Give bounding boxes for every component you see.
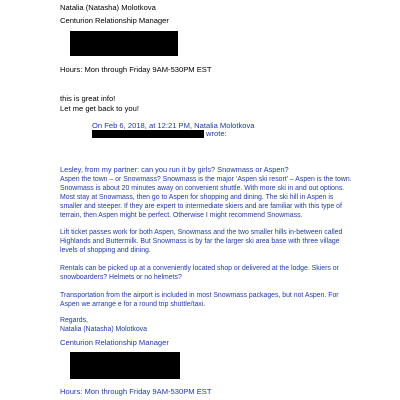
message-paragraph-2 [60, 228, 390, 255]
signature-hours: Hours: Mon through Friday 9AM-530PM EST [60, 387, 212, 396]
reply-line-2: Let me get back to you! [60, 104, 139, 113]
header-name: Natalia (Natasha) Molotkova [60, 3, 156, 12]
p1-line: smaller and steeper. If they are expert to intermediate skiers and are familiar with this type of [60, 203, 342, 211]
reply-line-1: this is great info! [60, 94, 116, 103]
p1-line: Most stay at Snowmass, then go to Aspen for shopping and dining. The ski hill in Aspen is [60, 194, 334, 202]
redacted-email [92, 130, 204, 138]
message-paragraph-1 [60, 175, 390, 220]
header-hours: Hours: Mon through Friday 9AM-530PM EST [60, 65, 212, 74]
p1-line: Aspen the town – or Snowmass? Snowmass is the major ‘Aspen ski resort’ – Aspen is the town. [60, 176, 352, 183]
p3-line: Rentals can be picked up at a conveniently located shop or delivered at the lodge. Skiers or [60, 265, 339, 272]
p4-line: Aspen we arrange e for a round trip shuttle/taxi. [60, 301, 206, 309]
message-question: Lesley, from my partner: can you run it by girls? Snowmass or Aspen? [60, 165, 289, 174]
p3-line: snowboarders? Helmets or no helmets? [60, 274, 182, 282]
p2-line: Highlands and Buttermilk. But Snowmass is by far the larger ski area base with three village [60, 238, 340, 246]
signature-title: Centurion Relationship Manager [60, 338, 169, 347]
quote-header-wrote: wrote: [206, 129, 227, 138]
redacted-block-top [70, 31, 178, 56]
message-paragraph-4 [60, 291, 390, 309]
quote-header-line: On Feb 6, 2018, at 12:21 PM, Natalia Molotkova [92, 121, 255, 130]
message-paragraph-3 [60, 264, 390, 282]
signature-block [60, 316, 390, 334]
p2-line: Lift ticket passes work for both Aspen, Snowmass and the two smaller hills in-between called [60, 229, 343, 236]
redacted-block-bottom [70, 352, 180, 379]
p1-line: Snowmass is about 20 minutes away on convenient shuttle. With more ski in and out options. [60, 185, 345, 193]
p1-line: terrain, then Aspen might be perfect. Otherwise I might recommend Snowmass. [60, 212, 303, 220]
p4-line: Transportation from the airport is included in most Snowmass packages, but not Aspen. For [60, 292, 339, 299]
header-title: Centurion Relationship Manager [60, 16, 169, 25]
signature-name: Natalia (Natasha) Molotkova [60, 326, 147, 334]
p2-line: levels of shopping and dining. [60, 247, 151, 255]
closing: Regards, [60, 317, 88, 324]
